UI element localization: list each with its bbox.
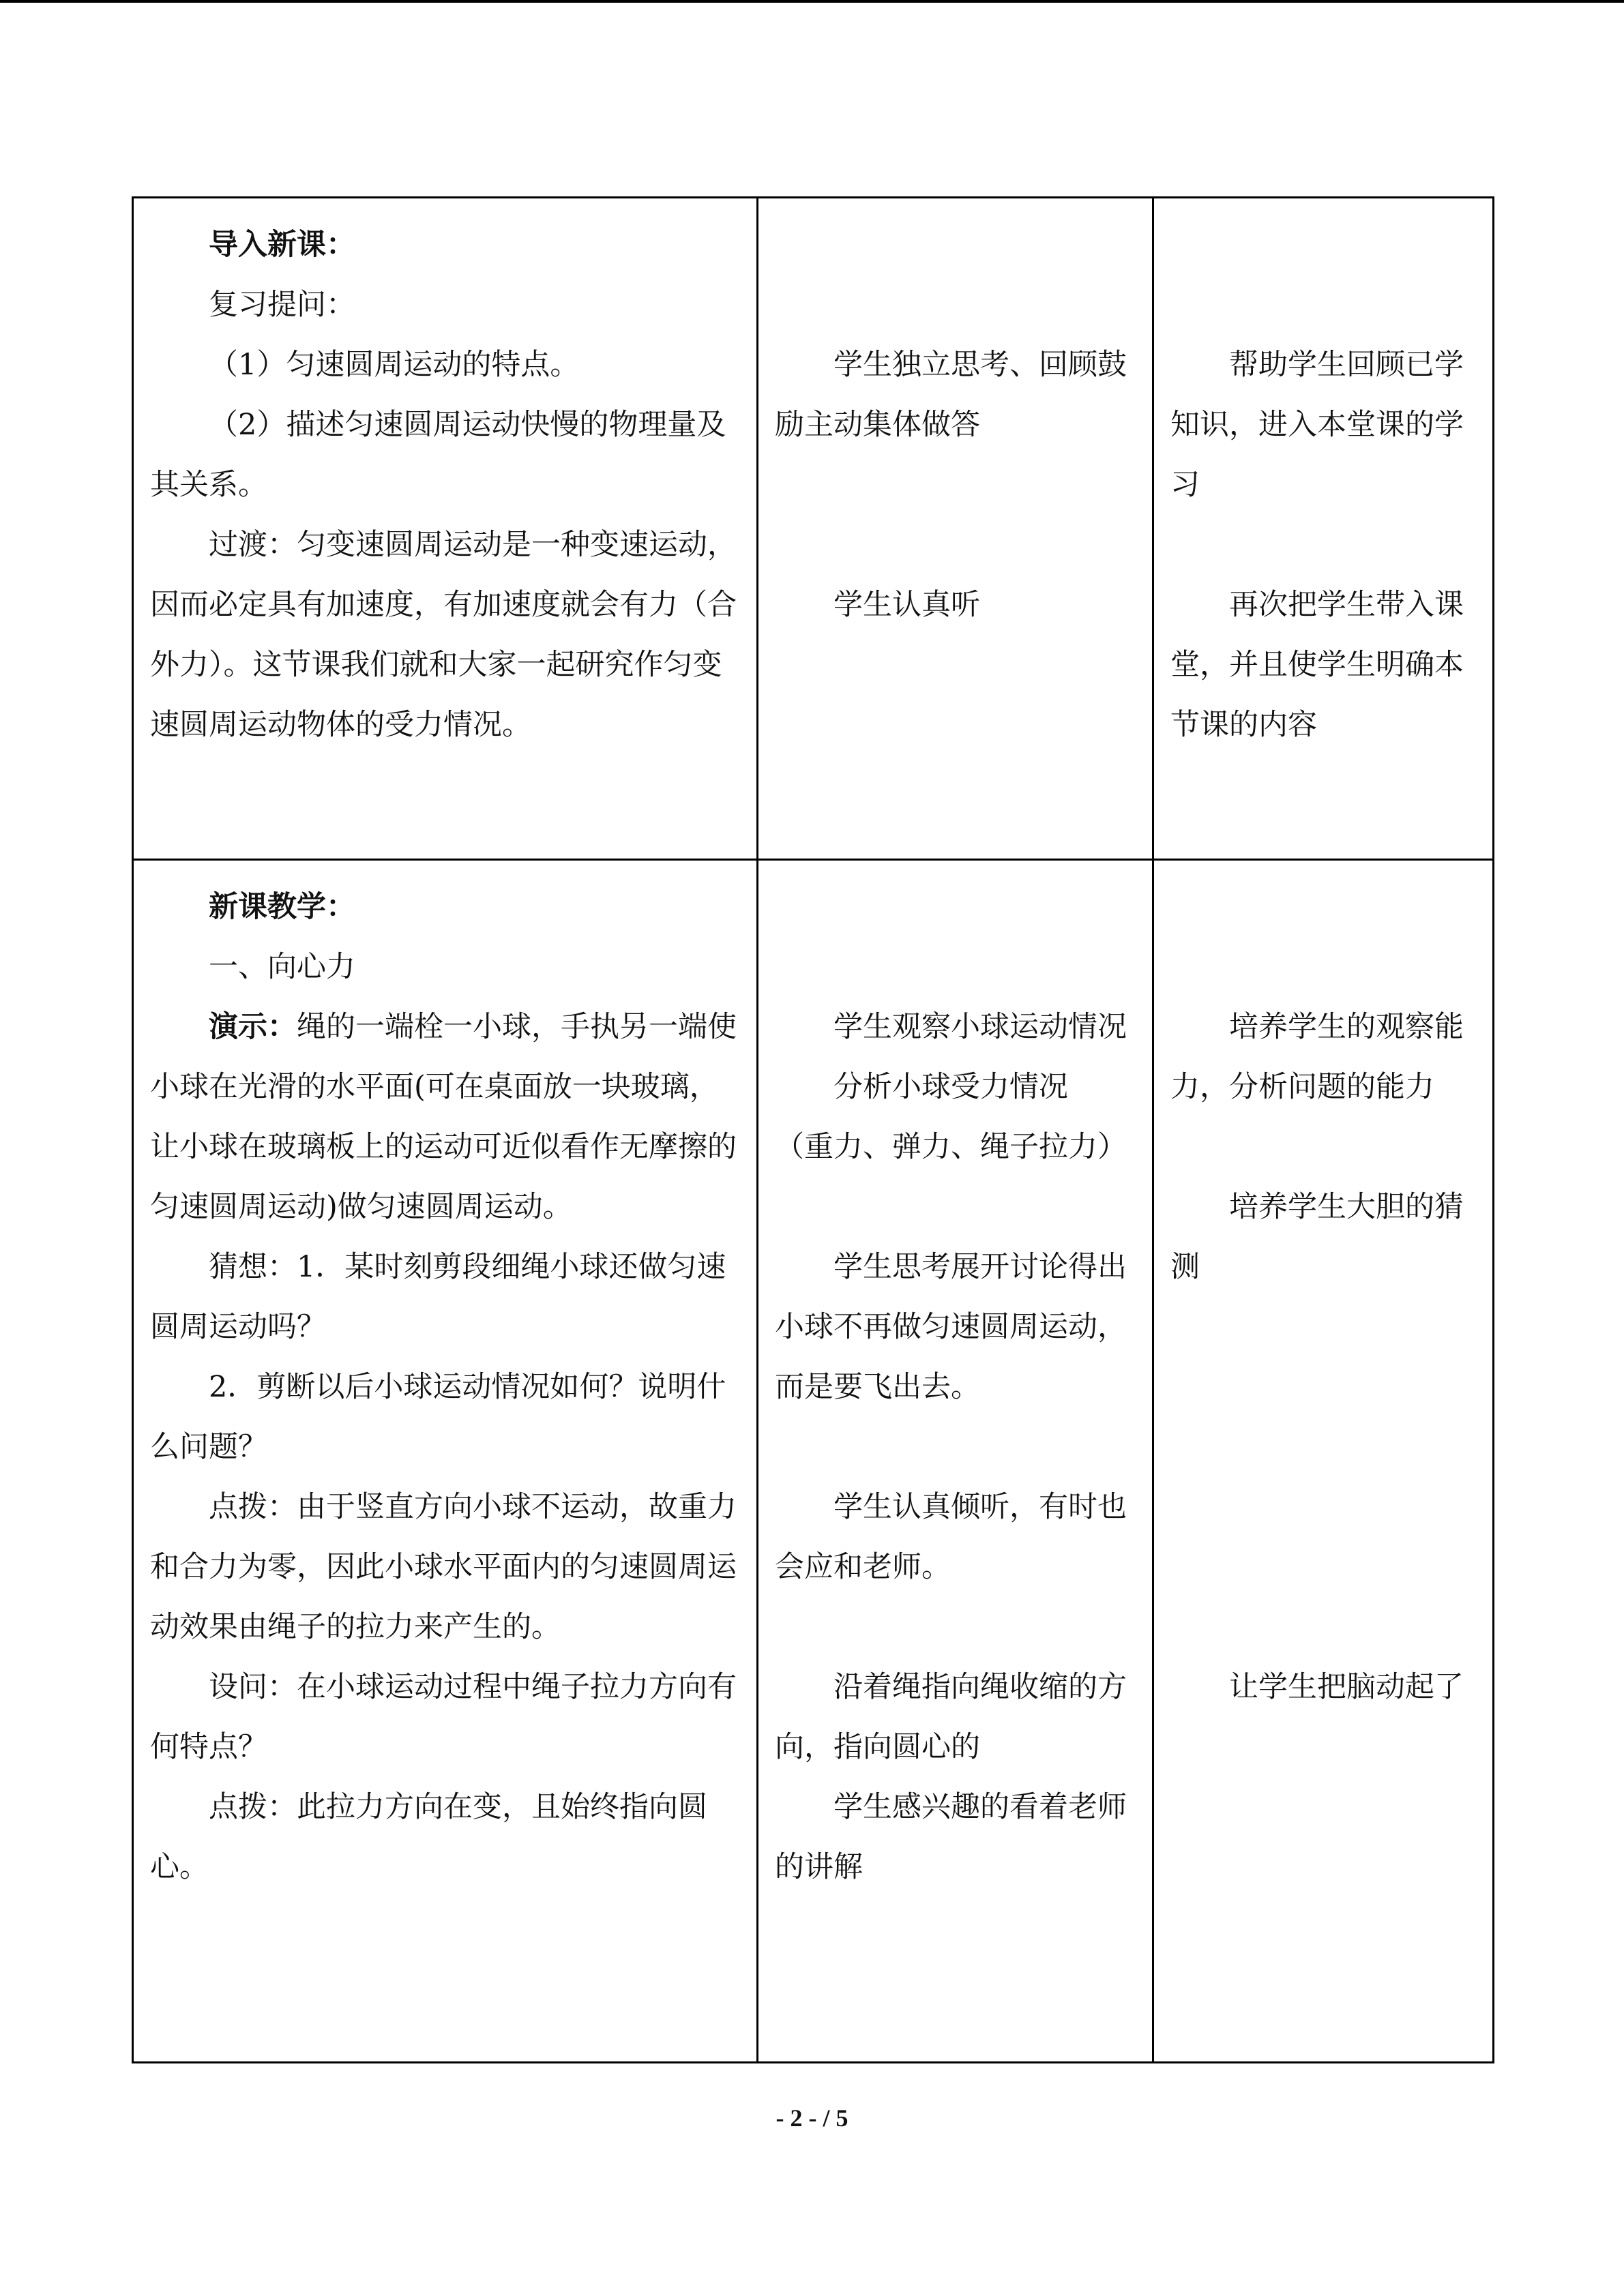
- text-line: 学生独立思考、回顾鼓励主动集体做答: [775, 348, 1127, 442]
- table-row: [133, 860, 1494, 2063]
- teacher-activity-cell: [133, 198, 758, 860]
- text-line: 沿着绳指向绳收缩的方向，指向圆心的: [775, 1670, 1127, 1764]
- demo-paragraph: [150, 997, 741, 1237]
- text-line: 让学生把脑动起了: [1229, 1670, 1464, 1704]
- text-line: 学生观察小球运动情况: [833, 1010, 1127, 1044]
- top-border-line: [0, 0, 1624, 3]
- student-activity-cell: [758, 860, 1153, 2063]
- student-activity-cell: [758, 198, 1153, 860]
- table-row: [133, 198, 1494, 860]
- demo-label: 演示：: [209, 1010, 297, 1044]
- text-line: 过渡：匀变速圆周运动是一种变速运动，因而必定具有加速度，有加速度就会有力（合外力）。这节课我们就和大家一起研究作匀变速圆周运动物体的受力情况。: [150, 528, 737, 742]
- text-line: 点拨：此拉力方向在变，且始终指向圆心。: [150, 1790, 707, 1884]
- text-line: 猜想：1．某时刻剪段细绳小球还做匀速圆周运动吗？: [150, 1250, 726, 1344]
- text-line: 复习提问：: [209, 288, 355, 322]
- text-line: （2）描述匀速圆周运动快慢的物理量及其关系。: [150, 408, 726, 502]
- text-line: 学生认真倾听，有时也会应和老师。: [775, 1490, 1127, 1584]
- section-title: 一、向心力: [209, 950, 355, 984]
- text-line: 设问：在小球运动过程中绳子拉力方向有何特点？: [150, 1670, 737, 1764]
- text-line: 点拨：由于竖直方向小球不运动，故重力和合力为零，因此小球水平面内的匀速圆周运动效果由绳子的拉力来产生的。: [150, 1490, 737, 1644]
- text-line: 再次把学生带入课堂，并且使学生明确本节课的内容: [1170, 588, 1464, 742]
- text-line: 学生认真听: [833, 588, 980, 622]
- text-line: （重力、弹力、绳子拉力）: [775, 1130, 1127, 1164]
- text-line: 学生思考展开讨论得出小球不再做匀速圆周运动，而是要飞出去。: [775, 1250, 1127, 1404]
- text-line: （1）匀速圆周运动的特点。: [209, 348, 580, 382]
- text-line: 培养学生的观察能力，分析问题的能力: [1170, 1010, 1464, 1104]
- text-line: 2．剪断以后小球运动情况如何？说明什么问题？: [150, 1370, 726, 1464]
- page-number: - 2 - / 5: [776, 2104, 848, 2132]
- section-heading: 新课教学：: [209, 890, 355, 924]
- text-line: 培养学生大胆的猜测: [1170, 1190, 1464, 1284]
- demo-text: 绳的一端栓一小球，手执另一端使小球在光滑的水平面(可在桌面放一块玻璃，让小球在玻璃板上的运动可近似看作无摩擦的匀速圆周运动)做匀速圆周运动。: [150, 1010, 737, 1224]
- text-line: 分析小球受力情况: [833, 1070, 1068, 1104]
- text-line: 帮助学生回顾已学知识，进入本堂课的学习: [1170, 348, 1464, 502]
- design-intent-cell: [1153, 860, 1494, 2063]
- teacher-activity-cell: [133, 860, 758, 2063]
- text-line: 学生感兴趣的看着老师的讲解: [775, 1790, 1127, 1884]
- lesson-plan-table: [132, 196, 1494, 2063]
- design-intent-cell: [1153, 198, 1494, 860]
- section-heading: 导入新课：: [209, 228, 355, 262]
